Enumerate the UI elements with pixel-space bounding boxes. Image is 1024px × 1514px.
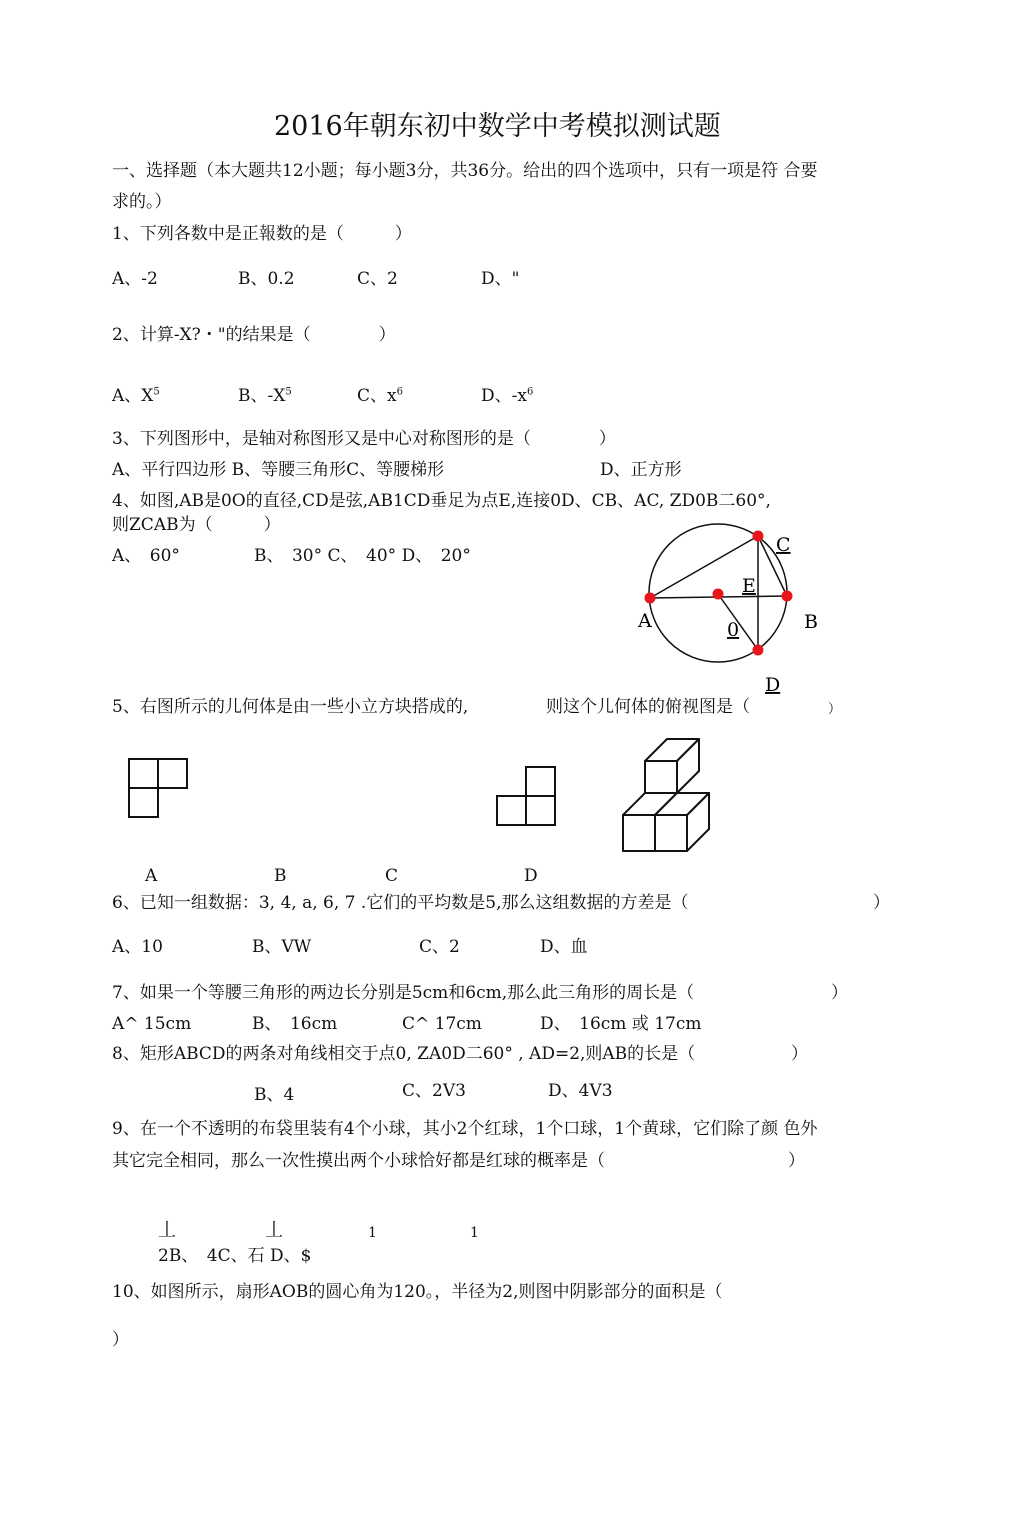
- question-5-option-b: B: [274, 866, 287, 886]
- question-2-option-a: A、$X^5$: [112, 386, 160, 406]
- question-5-stem-part1: 5、右图所示的儿何体是由一些小立方块搭成的,: [112, 697, 469, 717]
- question-8-option-c: C、2V3: [402, 1081, 466, 1101]
- label-o: 0: [727, 619, 740, 641]
- cube-stack-figure: [618, 735, 718, 857]
- question-2-option-d: D、$-x^6$: [481, 386, 534, 406]
- question-4-options-bcd: B、 30° C、 40° D、 20°: [254, 546, 471, 566]
- question-6-option-b: B、VW: [252, 937, 312, 957]
- question-1-stem: 1、下列各数中是正報数的是（ ）: [112, 224, 412, 244]
- question-10-stem-line2: ）: [112, 1330, 129, 1350]
- question-3-options-abc: A、平行四边形 B、等腰三角形C、等腰梯形: [112, 460, 445, 480]
- top-view-option-c: [494, 764, 558, 828]
- question-6-option-a: A、10: [112, 937, 163, 957]
- point-d-dot: [753, 645, 764, 656]
- question-9-stem-line1: 9、在一个不透明的布袋里装有4个小球，其小2个红球，1个口球，1个黄球，它们除了颜 色外: [112, 1119, 818, 1139]
- circle-figure: [630, 518, 830, 698]
- question-9-fraction-2: 丄: [265, 1220, 283, 1241]
- point-a-dot: [645, 593, 656, 604]
- question-6-option-c: C、2: [419, 937, 460, 957]
- question-2-option-b: B、$-X^5$: [238, 386, 292, 406]
- question-6-stem-close: ）: [873, 893, 890, 913]
- question-9-fraction-1: 丄: [158, 1220, 176, 1241]
- question-4-option-a: A、 60°: [112, 546, 180, 566]
- question-9-fraction-4: 1: [470, 1225, 479, 1241]
- label-c: C: [776, 534, 791, 556]
- question-4-stem-line1: 4、如图,AB是0O的直径,CD是弦,AB1CD垂足为点E,连接0D、CB、AC, ZD0B二60°,: [112, 491, 771, 511]
- question-3-option-d: D、正方形: [600, 460, 682, 480]
- question-8-option-d: D、4V3: [548, 1081, 613, 1101]
- question-8-stem-close: ）: [791, 1044, 808, 1064]
- question-8-option-b: B、4: [254, 1085, 295, 1105]
- question-5-option-d: D: [524, 866, 538, 886]
- point-c-dot: [753, 531, 764, 542]
- point-o-dot: [713, 589, 724, 600]
- question-9-stem-line2: 其它完全相同，那么一次性摸出两个小球恰好都是红球的概率是（: [112, 1151, 605, 1171]
- question-2-stem: 2、计算-X?・"的结果是（ ）: [112, 325, 396, 345]
- question-6-stem: 6、已知一组数据：3, 4, a, 6, 7 .它们的平均数是5,那么这组数据的方差是（: [112, 893, 689, 913]
- question-3-stem: 3、下列图形中，是轴对称图形又是中心对称图形的是（ ）: [112, 429, 616, 449]
- question-4-stem-line2: 则ZCAB为（ ）: [112, 515, 281, 535]
- section-instructions-line1: 一、选择题（本大题共12小题；每小题3分，共36分。给出的四个选项中，只有一项是符 合要: [112, 161, 818, 181]
- question-7-option-c: C^ 17cm: [402, 1014, 482, 1034]
- question-9-stem-close: ）: [788, 1151, 805, 1171]
- question-6-option-d: D、血: [540, 937, 588, 957]
- question-7-option-d: D、 16cm 或 17cm: [540, 1014, 702, 1034]
- question-1-option-a: A、-2: [112, 269, 158, 289]
- point-b-dot: [782, 591, 793, 602]
- question-8-stem: 8、矩形ABCD的两条对角线相交于点0, ZA0D二60° , AD=2,则AB的长是（: [112, 1044, 696, 1064]
- question-5-option-c: C: [385, 866, 399, 886]
- question-5-stem-close: ）: [828, 702, 842, 717]
- question-5-option-a: A: [145, 866, 158, 886]
- question-7-option-a: A^ 15cm: [112, 1014, 192, 1034]
- label-b: B: [804, 611, 818, 633]
- question-7-option-b: B、 16cm: [252, 1014, 338, 1034]
- question-7-stem-close: ）: [831, 983, 848, 1003]
- top-view-option-a: [126, 756, 190, 820]
- question-1-option-c: C、2: [357, 269, 398, 289]
- question-1-option-d: D、": [481, 269, 520, 289]
- question-7-stem: 7、如果一个等腰三角形的两边长分别是5cm和6cm,那么此三角形的周长是（: [112, 983, 695, 1003]
- question-9-options: 2B、 4C、石 D、$: [158, 1246, 312, 1266]
- question-10-stem-line1: 10、如图所示，扇形AOB的圆心角为120。，半径为2,则图中阴影部分的面积是（: [112, 1282, 723, 1302]
- section-instructions-line2: 求的。）: [112, 192, 172, 212]
- label-e: E: [742, 575, 756, 597]
- label-d: D: [765, 674, 781, 696]
- question-2-option-c: C、$x^6$: [357, 386, 403, 406]
- question-5-stem-part2: 则这个儿何体的俯视图是（: [546, 697, 750, 717]
- label-a: A: [638, 610, 652, 632]
- page-title: 2016年朝东初中数学中考模拟测试题: [274, 111, 721, 142]
- question-9-fraction-3: 1: [368, 1225, 377, 1241]
- question-1-option-b: B、0.2: [238, 269, 295, 289]
